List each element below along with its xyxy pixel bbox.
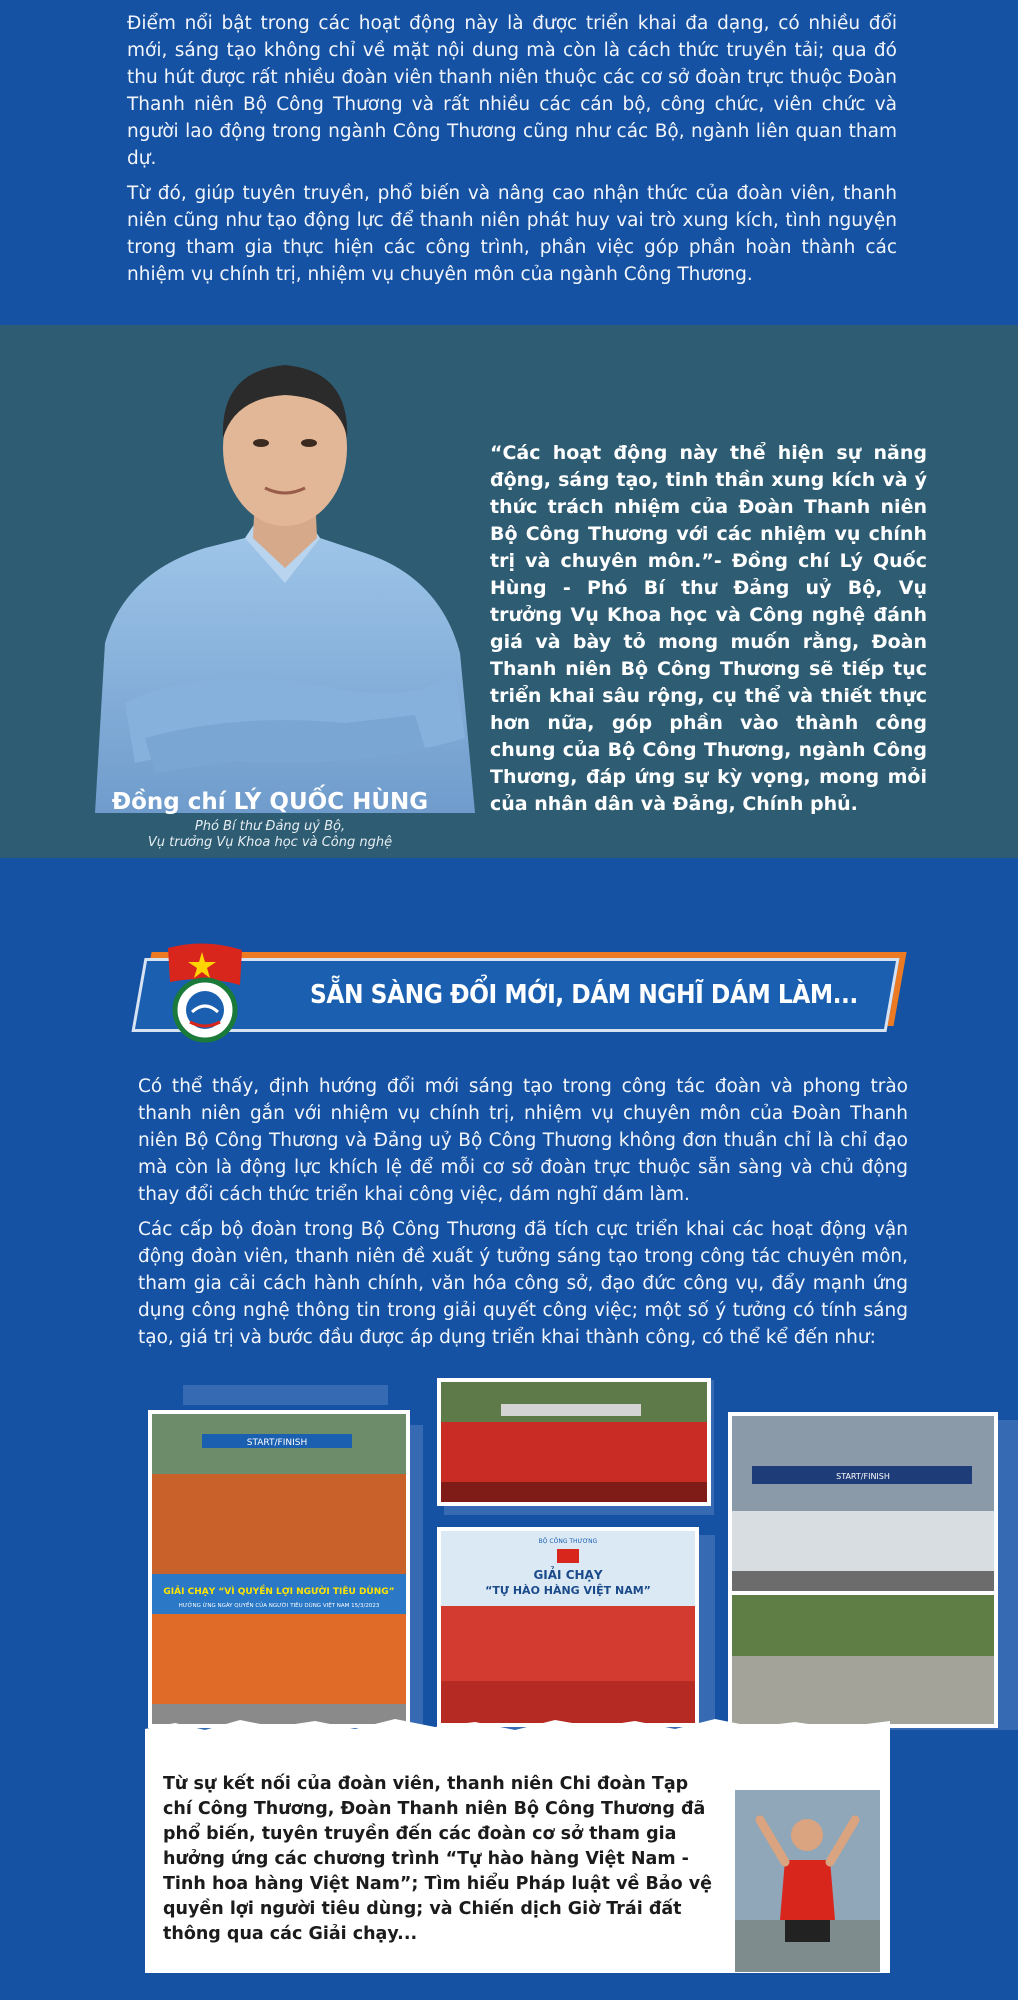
photo-3-org: BỘ CÔNG THƯƠNG (538, 1538, 598, 1545)
body-text (138, 1073, 908, 1351)
race-photo-4-image (732, 1416, 994, 1724)
intro-paragraph-2: Từ đó, giúp tuyên truyền, phổ biến và nâng cao nhận thức của đoàn viên, thanh niên cũng như tạo động lực để thanh niên phát huy vai trò xung kích, tình nguyện trong tham gia thực hiện các công trình, phần việc góp phần hoàn thành các nhiệm vụ chính trị, nhiệm vụ chuyên môn của ngành Công Thương. (127, 183, 897, 285)
bottom-note-text: Từ sự kết nối của đoàn viên, thanh niên Chi đoàn Tạp chí Công Thương, Đoàn Thanh niên Bộ Công Thương đã phổ biến, tuyên truyền đến các đoàn cơ sở tham gia hưởng ứng các chương trình “Tự hào hàng Việt Nam - Tinh hoa hàng Việt Nam”; Tìm hiểu Pháp luật về Bảo vệ quyền lợi người tiêu dùng; và Chiến dịch Giờ Trái đất thông qua các Giải chạy... (163, 1774, 713, 1944)
photo-4-gate-text: START/FINISH (836, 1472, 890, 1481)
photo-earth-hour-race (728, 1412, 998, 1728)
race-photo-3-image (441, 1531, 695, 1723)
runner-photo (735, 1790, 880, 1972)
photo-1-banner-title: GIẢI CHẠY “VÌ QUYỀN LỢI NGƯỜI TIÊU DÙNG” (163, 1587, 395, 1597)
photo-race-consumer-rights (148, 1410, 410, 1728)
caption-name: Đồng chí LÝ QUỐC HÙNG (111, 789, 429, 815)
race-photo-1-image (152, 1414, 406, 1724)
photo-shadow (183, 1385, 388, 1405)
youth-union-emblem-icon (160, 940, 250, 1050)
banner-title: SẴN SÀNG ĐỔI MỚI, DÁM NGHĨ DÁM LÀM... (310, 980, 858, 1010)
caption-role (80, 819, 460, 851)
intro-paragraph-1: Điểm nổi bật trong các hoạt động này là được triển khai đa dạng, có nhiều đổi mới, sáng tạo không chỉ về mặt nội dung mà còn là cách thức truyền tải; qua đó thu hút được rất nhiều đoàn viên thanh niên thuộc các cơ sở đoàn trực thuộc Đoàn Thanh niên Bộ Công Thương và rất nhiều các cán bộ, công chức, viên chức và người lao động trong ngành Công Thương cũng như các Bộ, ngành liên quan tham dự. (127, 13, 897, 169)
body-paragraph-1: Có thể thấy, định hướng đổi mới sáng tạo trong công tác đoàn và phong trào thanh niên gắn với nhiệm vụ chính trị, nhiệm vụ chuyên môn của Đoàn Thanh niên Bộ Công Thương và Đảng uỷ Bộ Công Thương không đơn thuần chỉ là chỉ đạo mà còn là động lực khích lệ để mỗi cơ sở đoàn trực thuộc sẵn sàng và chủ động thay đổi cách thức triển khai công việc, dám nghĩ dám làm. (138, 1076, 908, 1205)
photo-3-subtitle: “TỰ HÀO HÀNG VIỆT NAM” (485, 1584, 651, 1597)
caption-role-line-2: Vụ trưởng Vụ Khoa học và Công nghệ (147, 835, 393, 850)
intro-text (127, 10, 897, 288)
photo-race-crowd (437, 1378, 711, 1506)
photo-3-title: GIẢI CHẠY (533, 1568, 603, 1582)
photo-1-gate-text: START/FINISH (246, 1438, 308, 1448)
intro-section (0, 0, 1018, 325)
photo-1-banner-subtitle: HƯỞNG ỨNG NGÀY QUYỀN CỦA NGƯỜI TIÊU DÙNG VIỆT NAM 15/3/2023 (178, 1603, 380, 1609)
photo-proud-vietnamese-goods (437, 1527, 699, 1727)
caption-role-line-1: Phó Bí thư Đảng uỷ Bộ, (194, 819, 346, 834)
body-paragraph-2: Các cấp bộ đoàn trong Bộ Công Thương đã tích cực triển khai các hoạt động vận động đoàn viên, thanh niên đề xuất ý tưởng sáng tạo trong công tác chuyên môn, tham gia cải cách hành chính, văn hóa công sở, đạo đức công vụ, đẩy mạnh ứng dụng công nghệ thông tin trong giải quyết công việc; một số ý tưởng có tính sáng tạo, giá trị và bước đầu được áp dụng triển khai thành công, có thể kể đến như: (138, 1219, 908, 1348)
race-photo-2-image (441, 1382, 707, 1502)
quote-section (0, 325, 1018, 858)
section-banner (130, 940, 900, 1060)
quote-text: “Các hoạt động này thể hiện sự năng động, sáng tạo, tinh thần xung kích và ý thức trách nhiệm của Đoàn Thanh niên Bộ Công Thương với các nhiệm vụ chính trị và chuyên môn.”- Đồng chí Lý Quốc Hùng - Phó Bí thư Đảng uỷ Bộ, Vụ trưởng Vụ Khoa học và Công nghệ đánh giá và bày tỏ mong muốn rằng, Đoàn Thanh niên Bộ Công Thương sẽ tiếp tục triển khai sâu rộng, cụ thể và thiết thực hơn nữa, góp phần vào thành công chung của Bộ Công Thương, ngành Công Thương, đáp ứng sự kỳ vọng, mong mỏi của nhân dân và Đảng, Chính phủ. (490, 442, 927, 815)
portrait-photo (85, 343, 480, 813)
